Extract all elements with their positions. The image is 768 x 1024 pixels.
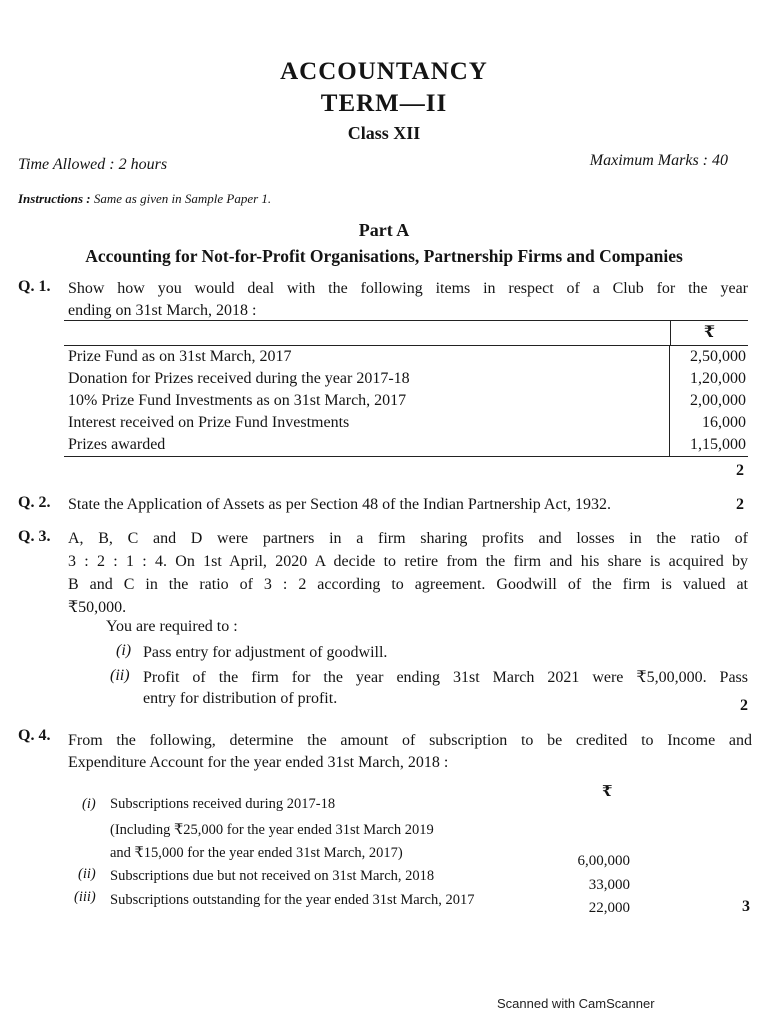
q4-item2-number: (ii) xyxy=(78,866,96,882)
q1-marks: 2 xyxy=(736,462,744,479)
class-title: Class XII xyxy=(347,123,421,143)
q1-table-body xyxy=(64,346,748,457)
row-amount: 1,15,000 xyxy=(690,436,746,453)
q1-number: Q. 1. xyxy=(18,278,51,295)
q4-item1-line1: Subscriptions received during 2017-18 xyxy=(110,796,336,812)
row-amount: 2,50,000 xyxy=(690,348,746,365)
q4-item3-line1: Subscriptions outstanding for the year ended 31st March, 2017 xyxy=(110,892,475,908)
q3-sub2-line1: Profit of the firm for the year ending 31st March 2021 were ₹5,00,000. Pass xyxy=(143,669,748,686)
table-row xyxy=(64,368,748,390)
instructions-text: Same as given in Sample Paper 1. xyxy=(93,191,272,206)
table-row xyxy=(64,346,748,368)
q1-table xyxy=(64,320,748,457)
row-label: Donation for Prizes received during the year 2017-18 xyxy=(68,370,410,387)
row-label: Interest received on Prize Fund Investments xyxy=(68,414,350,431)
maximum-marks: Maximum Marks : 40 xyxy=(589,152,728,169)
q1-text-line1: Show how you would deal with the following items in respect of a Club for the year xyxy=(68,280,748,297)
q3-number: Q. 3. xyxy=(18,528,51,545)
row-label: Prizes awarded xyxy=(68,436,166,453)
q4-currency-header: ₹ xyxy=(602,784,613,800)
q3-marks: 2 xyxy=(740,697,748,714)
q3-sub1-number: (i) xyxy=(116,642,132,659)
q4-item2-line1: Subscriptions due but not received on 31st March, 2018 xyxy=(110,868,435,884)
q3-sub2-number: (ii) xyxy=(110,667,130,684)
q4-item3-number: (iii) xyxy=(74,889,96,905)
q3-sub1-text: Pass entry for adjustment of goodwill. xyxy=(143,644,388,661)
q3-required: You are required to : xyxy=(106,618,238,635)
q4-marks: 3 xyxy=(742,898,750,915)
table-row xyxy=(64,412,748,434)
q4-number: Q. 4. xyxy=(18,727,51,744)
row-label: Prize Fund as on 31st March, 2017 xyxy=(68,348,292,365)
q4-item1-number: (i) xyxy=(82,796,96,812)
row-amount: 1,20,000 xyxy=(690,370,746,387)
q1-table-header xyxy=(64,320,748,346)
row-amount: 2,00,000 xyxy=(690,392,746,409)
q4-item1-amount: 6,00,000 xyxy=(577,853,630,869)
instructions xyxy=(18,191,271,207)
q3-line4: ₹50,000. xyxy=(68,599,127,616)
q3-sub2-line2: entry for distribution of profit. xyxy=(143,690,338,707)
row-amount: 16,000 xyxy=(702,414,746,431)
q4-line1: From the following, determine the amount of subscription to be credited to Income and xyxy=(68,732,752,749)
term-title: TERM—II xyxy=(320,90,448,117)
time-allowed: Time Allowed : 2 hours xyxy=(18,156,168,173)
part-subtitle: Accounting for Not-for-Profit Organisations, Partnership Firms and Companies xyxy=(85,246,683,266)
q2-number: Q. 2. xyxy=(18,494,51,511)
q1-currency-header: ₹ xyxy=(670,321,748,345)
q4-item1-line2: (Including ₹25,000 for the year ended 31st March 2019 xyxy=(110,822,434,838)
q4-item1-line3: and ₹15,000 for the year ended 31st March, 2017) xyxy=(110,845,403,861)
q4-item3-amount: 22,000 xyxy=(588,900,630,916)
q2-text: State the Application of Assets as per Section 48 of the Indian Partnership Act, 1932. xyxy=(68,496,612,513)
row-label: 10% Prize Fund Investments as on 31st March, 2017 xyxy=(68,392,407,409)
q1-text-line2: ending on 31st March, 2018 : xyxy=(68,302,257,319)
q3-line1: A, B, C and D were partners in a firm sharing profits and losses in the ratio of xyxy=(68,530,748,547)
q4-line2: Expenditure Account for the year ended 31st March, 2018 : xyxy=(68,754,449,771)
subject-title: ACCOUNTANCY xyxy=(280,58,488,85)
q3-line3: B and C in the ratio of 3 : 2 according to agreement. Goodwill of the firm is valued at xyxy=(68,576,748,593)
part-title: Part A xyxy=(358,220,410,240)
q3-line2: 3 : 2 : 1 : 4. On 1st April, 2020 A decide to retire from the firm and his share is acquired by xyxy=(68,553,748,570)
scanner-watermark: Scanned with CamScanner xyxy=(497,996,655,1011)
instructions-label: Instructions : xyxy=(18,191,91,206)
q2-marks: 2 xyxy=(736,496,744,513)
table-row xyxy=(64,390,748,412)
table-row xyxy=(64,434,748,456)
q4-item2-amount: 33,000 xyxy=(588,877,630,893)
